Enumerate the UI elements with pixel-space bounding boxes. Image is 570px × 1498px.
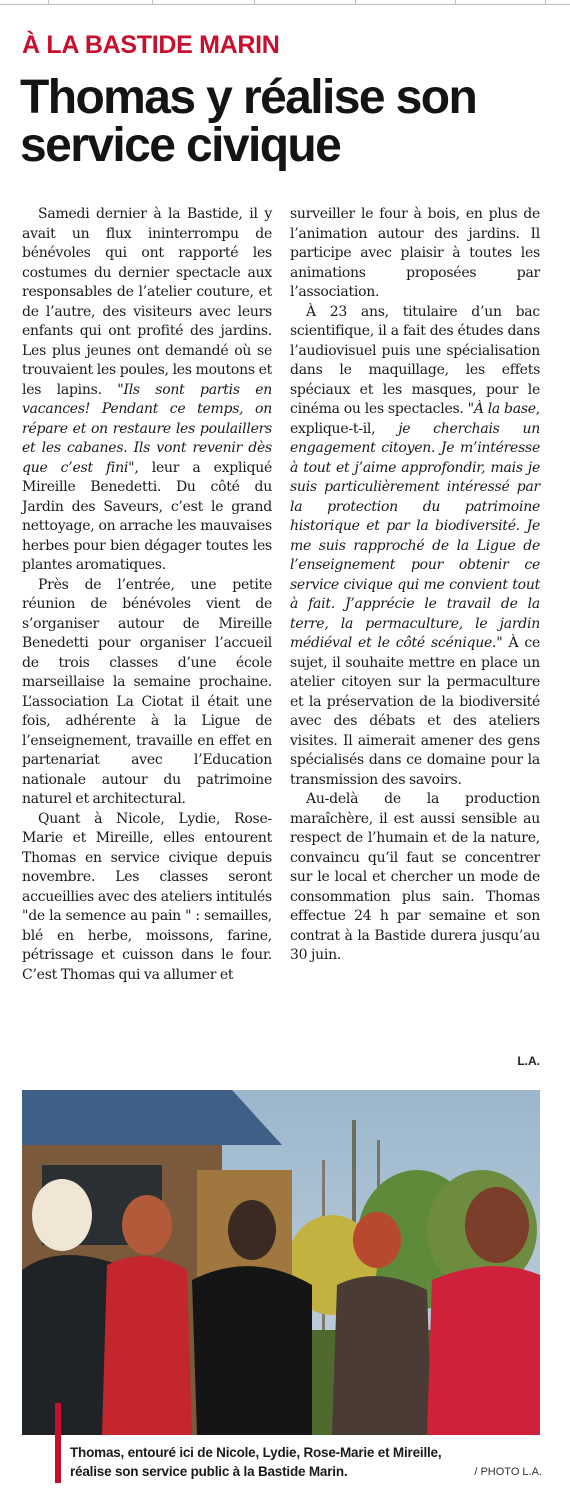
paragraph-text: , explique-t-il, (290, 401, 540, 437)
paragraph-text: ", leur a expliqué Mireille Benedetti. Du côté du Jardin des Saveurs, c’est le grand nettoyage, on arrache les mauvaises herbes pour bien dégager toutes les plantes aromatiques. (22, 459, 272, 573)
quote-text: je cherchais un engagement citoyen. Je m’intéresse à tout et j’aime approfondir, mais je suis particulièrement intéressé par la protection du patrimoine historique et par la biodiversité. Je me suis rapproché de la Ligue de l’enseignement pour obtenir ce service civique qui me convient tout à fait. J’apprécie le travail de la terre, la permaculture, le jardin médiéval et le côté scénique. (290, 420, 540, 651)
top-rule (0, 0, 570, 5)
article-signature: L.A. (517, 1054, 540, 1068)
article-title: Thomas y réalise son service civique (20, 71, 477, 172)
paragraph-text: Au-delà de la production maraîchère, il est aussi sensible au respect de l’humain et de la nature, convaincu qu’il faut se concentrer sur le local et chercher un mode de consommation plus sain. Thomas effectue 24 h par semaine et son contrat à la Bastide durera jusqu’au 30 juin. (290, 791, 540, 963)
photo-credit: / PHOTO L.A. (474, 1466, 542, 1478)
photo-caption: Thomas, entouré ici de Nicole, Lydie, Rose-Marie et Mireille, réalise son service public à la Bastide Marin. (70, 1445, 442, 1479)
quote-text: Ils sont partis en vacances! Pendant ce temps, on répare et on restaure les poulaillers et les cabanes. Ils vont revenir dès que c’est fini (22, 381, 273, 476)
article-paragraph (22, 576, 272, 810)
article-paragraph (290, 303, 540, 791)
caption-accent-bar (55, 1403, 61, 1483)
article-paragraph (22, 205, 272, 576)
quote-text: À la base (473, 401, 536, 417)
article-kicker: À LA BASTIDE MARIN (22, 31, 280, 59)
article-body (22, 205, 540, 985)
article-paragraph (290, 205, 540, 303)
paragraph-text: Samedi dernier à la Bastide, il y avait un flux ininterrompu de bénévoles qui ont rapporté les costumes du dernier spectacle aux responsables de l’atelier couture, et de l’autre, des visiteurs avec leurs enfants qui ont profité des jardins. Les plus jeunes ont demandé où se trouvaient les poules, les moutons et les lapins. " (22, 206, 272, 398)
paragraph-text: À 23 ans, titulaire d’un bac scientifique, il a fait des études dans l’audiovisuel puis une spécialisation dans le maquillage, les effets spéciaux et les masques, pour le cinéma ou les spectacles. " (290, 303, 540, 417)
article-paragraph (290, 790, 540, 966)
article-paragraph (22, 810, 272, 986)
article-column-right (290, 205, 540, 985)
paragraph-text: surveiller le four à bois, en plus de l’animation autour des jardins. Il participe avec plaisir à toutes les animations proposées par l’association. (290, 206, 540, 300)
paragraph-text: " À ce sujet, il souhaite mettre en place un atelier citoyen sur la permaculture et la préservation de la biodiversité avec des débats et des ateliers visites. Il aimerait amener des gens spécialisés dans ce domaine pour la transmission des savoirs. (290, 635, 540, 788)
paragraph-text: Quant à Nicole, Lydie, Rose-Marie et Mireille, elles entourent Thomas en service civique depuis novembre. Les classes seront accueillies avec des ateliers intitulés "de la semence au pain " : semailles, blé en herbe, moissons, farine, pétrissage et cuisson dans le four. C’est Thomas qui va allumer et (22, 810, 272, 983)
article-column-left (22, 205, 272, 985)
paragraph-text: Près de l’entrée, une petite réunion de bénévoles vient de s’organiser autour de Mireille Benedetti pour organiser l’accueil de trois classes d’une école marseillaise la semaine prochaine. L’association La Ciotat il était une fois, adhérente à la Ligue de l’enseignement, travaille en effet en partenariat avec l’Education nationale autour du patrimoine naturel et architectural. (22, 576, 272, 807)
article-photo (22, 1090, 540, 1435)
